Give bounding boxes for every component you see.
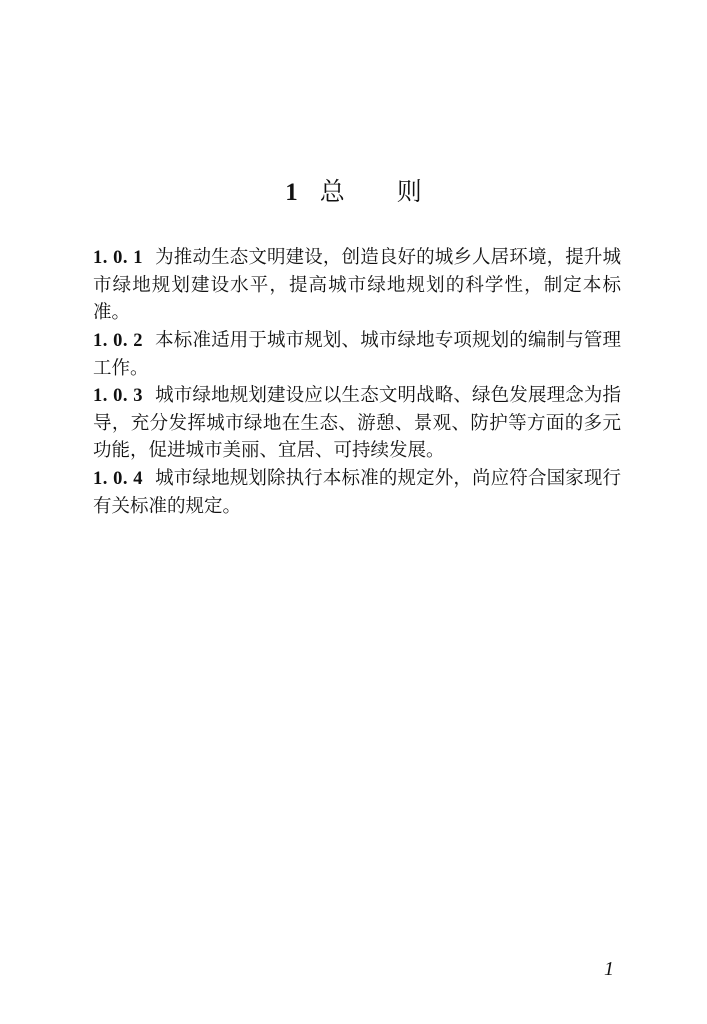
clause-text: 城市绿地规划建设应以生态文明战略、绿色发展理念为指导，充分发挥城市绿地在生态、游憩、景观、防护等方面的多元功能，促进城市美丽、宜居、可持续发展。 (93, 385, 621, 462)
clause-1-0-3 (93, 382, 621, 465)
clause-number: 1. 0. 3 (93, 386, 144, 407)
clause-number: 1. 0. 1 (93, 248, 144, 268)
chapter-number: 1 (285, 179, 298, 206)
clause-1-0-1 (93, 244, 621, 327)
clause-number: 1. 0. 2 (93, 330, 144, 351)
clause-number: 1. 0. 4 (93, 468, 144, 489)
clause-text: 城市绿地规划除执行本标准的规定外，尚应符合国家现行有关标准的规定。 (93, 467, 621, 517)
clause-1-0-2 (93, 327, 621, 382)
clause-list (93, 244, 621, 520)
chapter-title-char-2: 则 (396, 177, 422, 206)
chapter-title (0, 176, 707, 209)
chapter-title-char-1: 总 (319, 177, 345, 206)
clause-1-0-4 (93, 465, 621, 520)
clause-text: 本标准适用于城市规划、城市绿地专项规划的编制与管理工作。 (93, 329, 621, 379)
clause-text: 为推动生态文明建设，创造良好的城乡人居环境，提升城市绿地规划建设水平，提高城市绿地规划的科学性，制定本标准。 (93, 247, 621, 324)
page-number: 1 (604, 958, 614, 980)
